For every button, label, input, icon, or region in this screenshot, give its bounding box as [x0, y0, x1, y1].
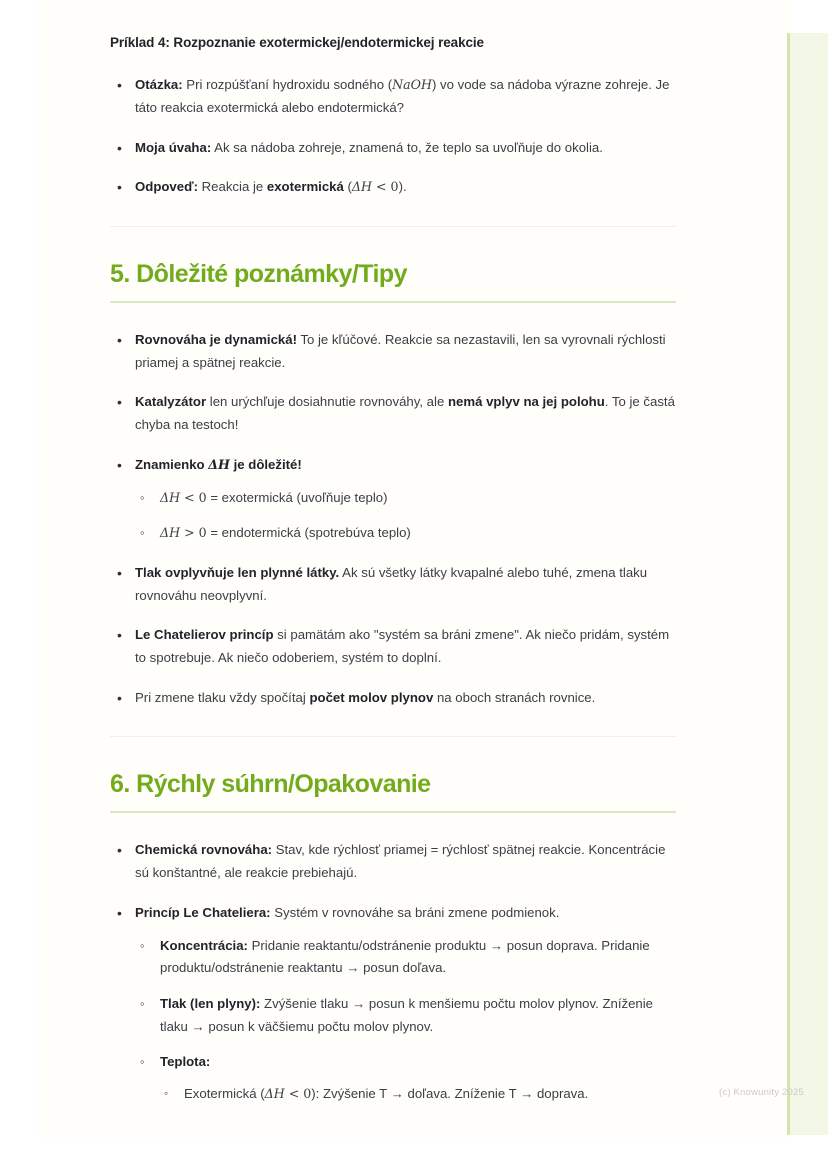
list-item [160, 1083, 676, 1106]
tip-bold-post: je dôležité! [229, 456, 302, 472]
delta-h-symbol: ΔH [160, 525, 181, 541]
list-item [110, 839, 676, 884]
example-title: Príklad 4: Rozpoznanie exotermickej/endotermickej reakcie [110, 35, 484, 50]
formula-open: ( [343, 179, 352, 195]
item-text: Ak sa nádoba zohreje, znamená to, že teplo sa uvoľňuje do okolia. [211, 139, 603, 155]
sub3-text-pre: Exotermická ( [184, 1086, 265, 1102]
summary-text: Systém v rovnováhe sa bráni zmene podmienok. [270, 904, 560, 920]
tip-bold: Tlak ovplyvňuje len plynné látky. [135, 564, 340, 580]
item-label: Moja úvaha: [135, 139, 212, 155]
tip-text: na oboch stranách rovnice. [433, 689, 596, 705]
formula-relation: < 0 [372, 179, 399, 195]
summary-list [110, 839, 676, 1105]
formula-relation: > 0 [180, 525, 207, 541]
list-item [110, 329, 676, 374]
tip-bold: počet molov plynov [309, 689, 434, 705]
tip-bold: Le Chatelierov princíp [135, 627, 274, 643]
sub-text: = exotermická (uvoľňuje teplo) [206, 489, 388, 505]
summary-sub-sublist [160, 1083, 676, 1106]
tip-text: si pamätám ako "systém sa bráni zmene". Ak niečo pridám, systém to spotrebuje. Ak niečo odoberiem, systém to doplní. [135, 627, 670, 666]
list-item [135, 935, 676, 980]
tip-text: Ak sú všetky látky kvapalné alebo tuhé, zmena tlaku rovnováhu neovplyvní. [135, 564, 648, 603]
section-5-heading: 5. Dôležité poznámky/Tipy [110, 260, 407, 289]
tip-sublist [135, 487, 676, 545]
item-emphasis: exotermická [266, 179, 344, 195]
sub-bold: Koncentrácia: [160, 937, 248, 953]
list-item [110, 391, 676, 436]
sub3-text-post: ): Zvýšenie T → doľava. Zníženie T → doprava. [311, 1086, 589, 1102]
copyright-watermark: (c) Knowunity 2025 [719, 1087, 804, 1098]
right-accent-panel [787, 33, 828, 1135]
tip-text-tail: . To je častá chyba na testoch! [135, 394, 675, 433]
section-6-heading: 6. Rýchly súhrn/Opakovanie [110, 770, 431, 799]
summary-bold: Chemická rovnováha: [135, 842, 273, 858]
document-content [110, 34, 676, 1123]
item-text-before: Reakcia je [197, 179, 267, 195]
list-item [110, 454, 676, 545]
section-6 [110, 769, 676, 1105]
section-divider [110, 736, 676, 737]
list-item [110, 902, 676, 1106]
section-6-underline [110, 811, 676, 813]
item-text-after: ). [398, 179, 407, 195]
sub-bold: Tlak (len plyny): [160, 995, 261, 1011]
item-text-after: ) vo vode sa nádoba výrazne zohreje. Je táto reakcia exotermická alebo endotermická? [135, 77, 670, 115]
tip-text-pre: Pri zmene tlaku vždy spočítaj [135, 689, 310, 705]
tip-bold: Rovnováha je dynamická! [135, 332, 297, 348]
delta-h-symbol: ΔH [264, 1086, 285, 1102]
delta-h-symbol: ΔH [351, 179, 372, 195]
delta-h-symbol: ΔH [160, 489, 181, 505]
document-page [38, 0, 804, 1138]
item-label: Odpoveď: [135, 179, 198, 195]
sub-bold: Teplota: [160, 1054, 211, 1070]
summary-sublist [135, 935, 676, 1106]
list-item [110, 624, 676, 669]
tips-list [110, 329, 676, 709]
formula-relation: < 0 [284, 1086, 312, 1102]
list-item [110, 562, 676, 607]
sub-text: Zvýšenie tlaku → posun k menšiemu počtu molov plynov. Zníženie tlaku → posun k väčšiemu počtu molov plynov. [160, 995, 654, 1034]
delta-h-symbol: ΔH [208, 456, 230, 472]
sub-text: = endotermická (spotrebúva teplo) [206, 525, 411, 541]
example-list [110, 74, 676, 199]
sub-text: Pridanie reaktantu/odstránenie produktu → posun doprava. Pridanie produktu/odstránenie reaktantu → posun doľava. [160, 937, 650, 976]
summary-bold: Princíp Le Chateliera: [135, 904, 271, 920]
list-item [110, 74, 676, 119]
list-item [135, 993, 676, 1038]
list-item [110, 176, 676, 199]
list-item [110, 687, 676, 710]
tip-bold: Katalyzátor [135, 394, 207, 410]
summary-text: Stav, kde rýchlosť priamej = rýchlosť spätnej reakcie. Koncentrácie sú konštantné, ale reakcie prebiehajú. [135, 842, 666, 881]
tip-bold-secondary: nemá vplyv na jej polohu [447, 394, 605, 410]
item-text-before: Pri rozpúšťaní hydroxidu sodného ( [182, 77, 393, 93]
list-item [135, 487, 676, 510]
list-item [135, 522, 676, 545]
section-5 [110, 259, 676, 709]
example-block [110, 34, 676, 199]
chemical-formula: NaOH [392, 77, 432, 93]
tip-bold-pre: Znamienko [135, 456, 209, 472]
tip-text: To je kľúčové. Reakcie sa nezastavili, len sa vyrovnali rýchlosti priamej a spätnej reakcie. [135, 332, 666, 370]
list-item [135, 1051, 676, 1105]
formula-relation: < 0 [180, 489, 207, 505]
section-5-underline [110, 301, 676, 303]
list-item [110, 137, 676, 160]
section-divider [110, 226, 676, 227]
item-label: Otázka: [135, 77, 183, 93]
tip-text-mid: len urýchľuje dosiahnutie rovnováhy, ale [206, 394, 448, 410]
